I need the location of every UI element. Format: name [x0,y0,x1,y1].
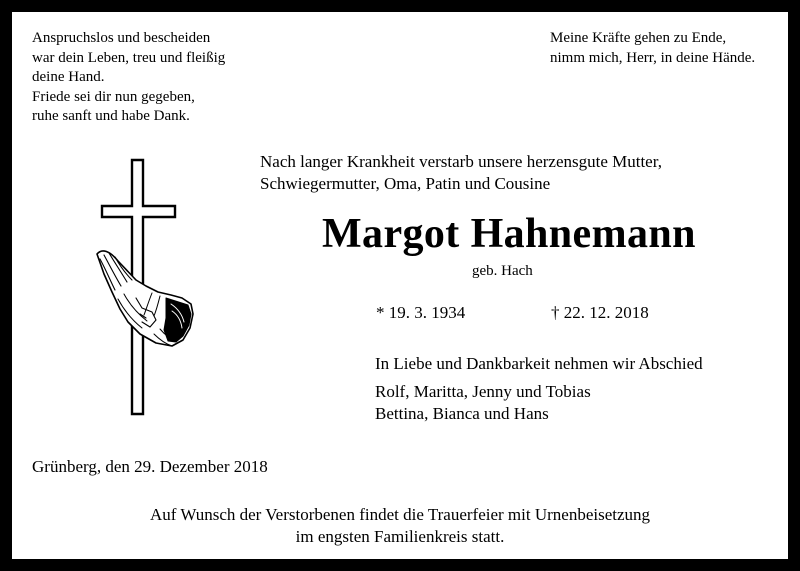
note-line: Auf Wunsch der Verstorbenen findet die Trauerfeier mit Urnenbeisetzung [149,505,651,524]
death-date: † 22. 12. 2018 [551,303,649,322]
maiden-name: geb. Hach [472,263,533,279]
praying-hands-icon [97,251,193,346]
verse-left [32,29,225,127]
note-line: im engsten Familienkreis statt. [295,527,505,546]
birth-date: * 19. 3. 1934 [376,303,466,322]
mourners-line: Rolf, Maritta, Jenny und Tobias [375,382,591,401]
mourners-list [375,381,591,425]
verse-line: Meine Kräfte gehen zu Ende, [550,30,727,46]
intro-line: Schwiegermutter, Oma, Patin und Cousine [260,174,551,193]
deceased-name: Margot Hahnemann [322,211,696,257]
farewell-text: In Liebe und Dankbarkeit nehmen wir Abschied [375,354,703,373]
cross-with-hands [94,158,198,417]
verse-line: Friede sei dir nun gegeben, [32,88,195,105]
verse-line: Anspruchslos und bescheiden [32,30,211,46]
funeral-note [12,504,788,548]
place-date: Grünberg, den 29. Dezember 2018 [32,457,268,476]
verse-line: nimm mich, Herr, in deine Hände. [550,49,756,66]
verse-line: war dein Leben, treu und fleißig [32,49,226,66]
verse-line: ruhe sanft und habe Dank. [32,108,190,124]
intro-text [260,151,662,195]
verse-right [550,29,755,68]
mourners-line: Bettina, Bianca und Hans [375,404,549,423]
obituary-card [12,12,788,559]
verse-line: deine Hand. [32,69,105,85]
intro-line: Nach langer Krankheit verstarb unsere herzensgute Mutter, [260,152,662,171]
